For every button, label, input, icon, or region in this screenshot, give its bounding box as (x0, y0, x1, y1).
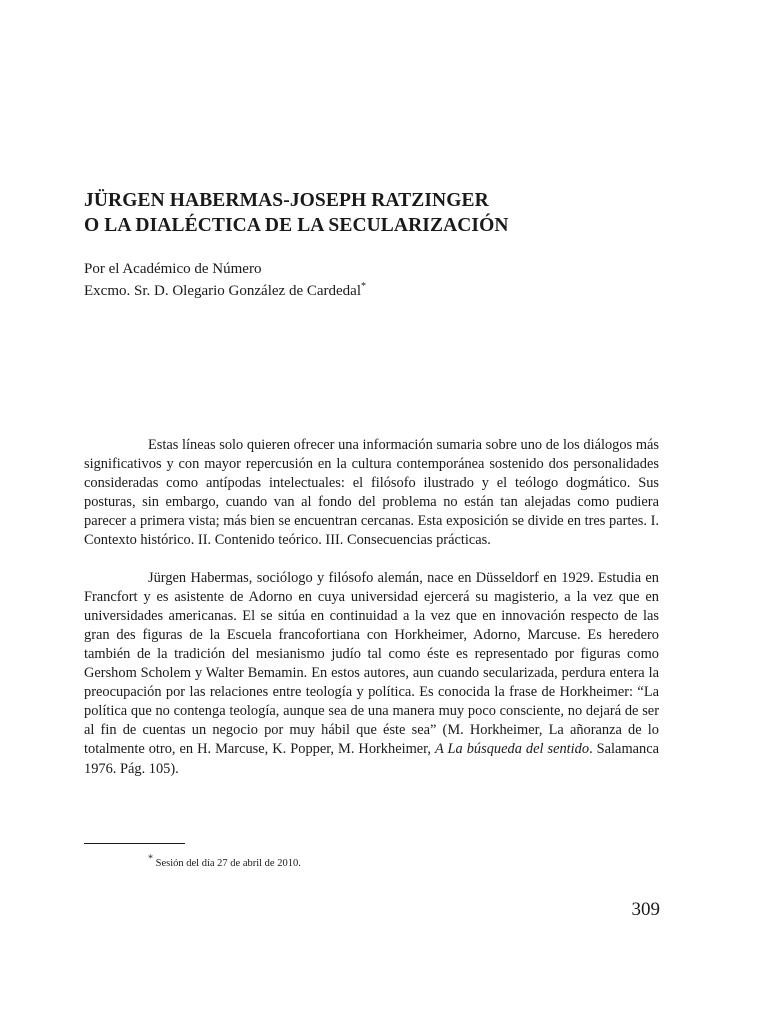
footnote-text: Sesión del día 27 de abril de 2010. (155, 858, 301, 869)
footnote-divider (84, 843, 185, 844)
body-text (84, 436, 659, 779)
author-byline (84, 258, 684, 302)
page-number: 309 (631, 899, 660, 920)
title-line-2: O LA DIALÉCTICA DE LA SECULARIZACIÓN (84, 215, 509, 236)
paragraph-2 (84, 569, 659, 779)
book-title: A La búsqueda del sentido (435, 741, 590, 758)
article-title (84, 188, 684, 238)
footnote (148, 853, 301, 871)
paragraph-2-end: . Salamanca 1976. Pág. 105). (84, 741, 659, 777)
author-name: Excmo. Sr. D. Olegario González de Cardedal (84, 283, 361, 299)
byline-line-2 (84, 280, 684, 302)
paragraph-2-main: Jürgen Habermas, sociólogo y filósofo alemán, nace en Düsseldorf en 1929. Estudia en Francfort y es asistente de Adorno en cuya universidad ejercerá su magisterio, a la vez que en universidades americanas. El se sitúa en continuidad a la vez que en innovación respecto de las gran des figuras de la Escuela francofortiana con Horkheimer, Adorno, Marcuse. Es heredero también de la tradición del mesianismo judío tal como éste es representado por figuras como Gershom Scholem y Walter Bemamin. En estos autores, aun cuando secularizada, perdura entera la preocupación por las relaciones entre teología y política. Es conocida la frase de Horkheimer: “La política que no contenga teología, aunque sea de una manera muy poco consciente, no dejará de ser al fin de cuentas un negocio por muy hábil que éste sea” (M. Horkheimer, La añoranza de lo totalmente otro, en H. Marcuse, K. Popper, M. Horkheimer, (84, 569, 659, 758)
paragraph-1: Estas líneas solo quieren ofrecer una información sumaria sobre uno de los diálogos más significativos y con mayor repercusión en la cultura contemporánea sostenido dos personalidades consideradas como antípodas intelectuales: el filósofo ilustrado y el teólogo dogmático. Sus posturas, sin embargo, cuando van al fondo del problema no están tan alejadas como pudiera parecer a primera vista; más bien se encuentran cercanas. Esta exposición se divide en tres partes. I. Contexto histórico. II. Contenido teórico. III. Consecuencias prácticas. (84, 437, 659, 549)
byline-line-1: Por el Académico de Número (84, 261, 262, 277)
footnote-symbol: * (148, 853, 153, 865)
title-line-1: JÜRGEN HABERMAS-JOSEPH RATZINGER (84, 190, 489, 211)
footnote-marker: * (361, 281, 366, 292)
